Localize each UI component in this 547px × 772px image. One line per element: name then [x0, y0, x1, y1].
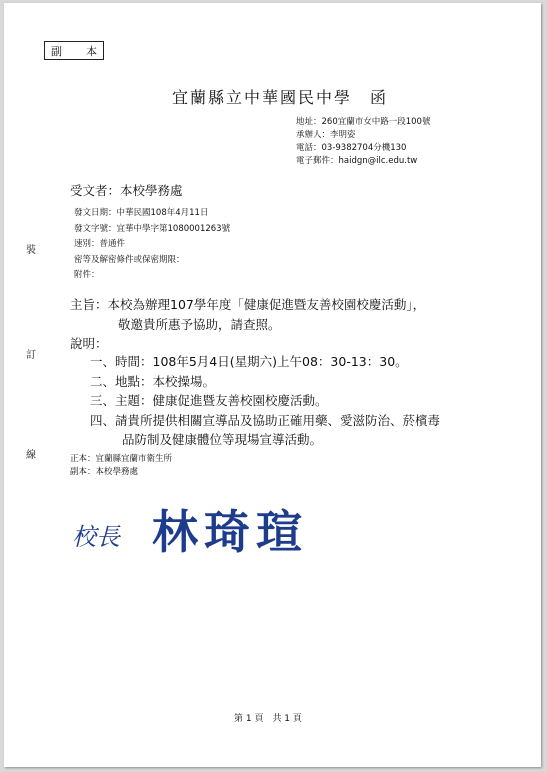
binding-mark-2: 訂	[26, 350, 36, 361]
explanation-item-request-cont: 品防制及健康體位等現場宣導活動。	[122, 432, 323, 447]
binding-mark-3: 線	[26, 450, 36, 461]
copy-label-char-2: 本	[86, 45, 97, 58]
explanation-items	[90, 352, 440, 450]
binding-mark-1: 裝	[26, 245, 36, 256]
document-meta	[74, 206, 230, 284]
copy-stamp-box	[44, 41, 104, 60]
copy-label-char-1: 副	[51, 45, 62, 58]
recipient: 受文者：本校學務處	[70, 183, 183, 198]
subject-line-2: 敬邀貴所惠予協助，請查照。	[118, 317, 281, 332]
document-number: 發文字號：宜華中學字第1080001263號	[74, 223, 231, 234]
explanation-item-time: 一、時間：108年5月4日(星期六)上午08：30-13：30。	[90, 354, 408, 369]
attachment: 附件：	[74, 270, 100, 280]
agency-title: 宜蘭縣立中華國民中學 函	[172, 88, 389, 107]
distribution-block	[70, 453, 172, 479]
contact-email: 電子郵件：haidgn@ilc.edu.tw	[296, 156, 418, 166]
copy-recipient: 副本：本校學務處	[70, 467, 139, 477]
contact-address: 地址：260宜蘭市女中路一段100號	[296, 117, 431, 127]
explanation-label: 說明：	[70, 336, 108, 351]
original-recipient: 正本：宜蘭縣宜蘭市衛生所	[70, 454, 173, 464]
issue-date: 發文日期：中華民國108年4月11日	[74, 208, 209, 218]
explanation-item-theme: 三、主題：健康促進暨友善校園校慶活動。	[90, 393, 328, 408]
explanation-item-request: 四、請貴所提供相關宣導品及協助正確用藥、愛滋防治、菸檳毒	[90, 412, 441, 428]
seal-title-text: 校長	[72, 523, 120, 551]
document-page	[4, 3, 541, 767]
subject-block	[70, 295, 425, 335]
principal-seal-stamp	[70, 500, 365, 560]
delivery-speed: 速別：普通件	[74, 239, 126, 249]
explanation-item-place: 二、地點：本校操場。	[90, 373, 216, 389]
page-number: 第 1 頁 共 1 頁	[234, 714, 302, 724]
contact-handler: 承辦人：李明姿	[296, 130, 356, 140]
contact-block	[296, 116, 430, 168]
subject-line-1: 主旨：本校為辦理107學年度「健康促進暨友善校園校慶活動」，	[70, 297, 426, 312]
seal-name-text: 林琦瑄	[152, 505, 308, 559]
contact-phone: 電話：03-9382704分機130	[296, 143, 407, 153]
secrecy-level: 密等及解密條件或保密期限：	[74, 254, 185, 265]
